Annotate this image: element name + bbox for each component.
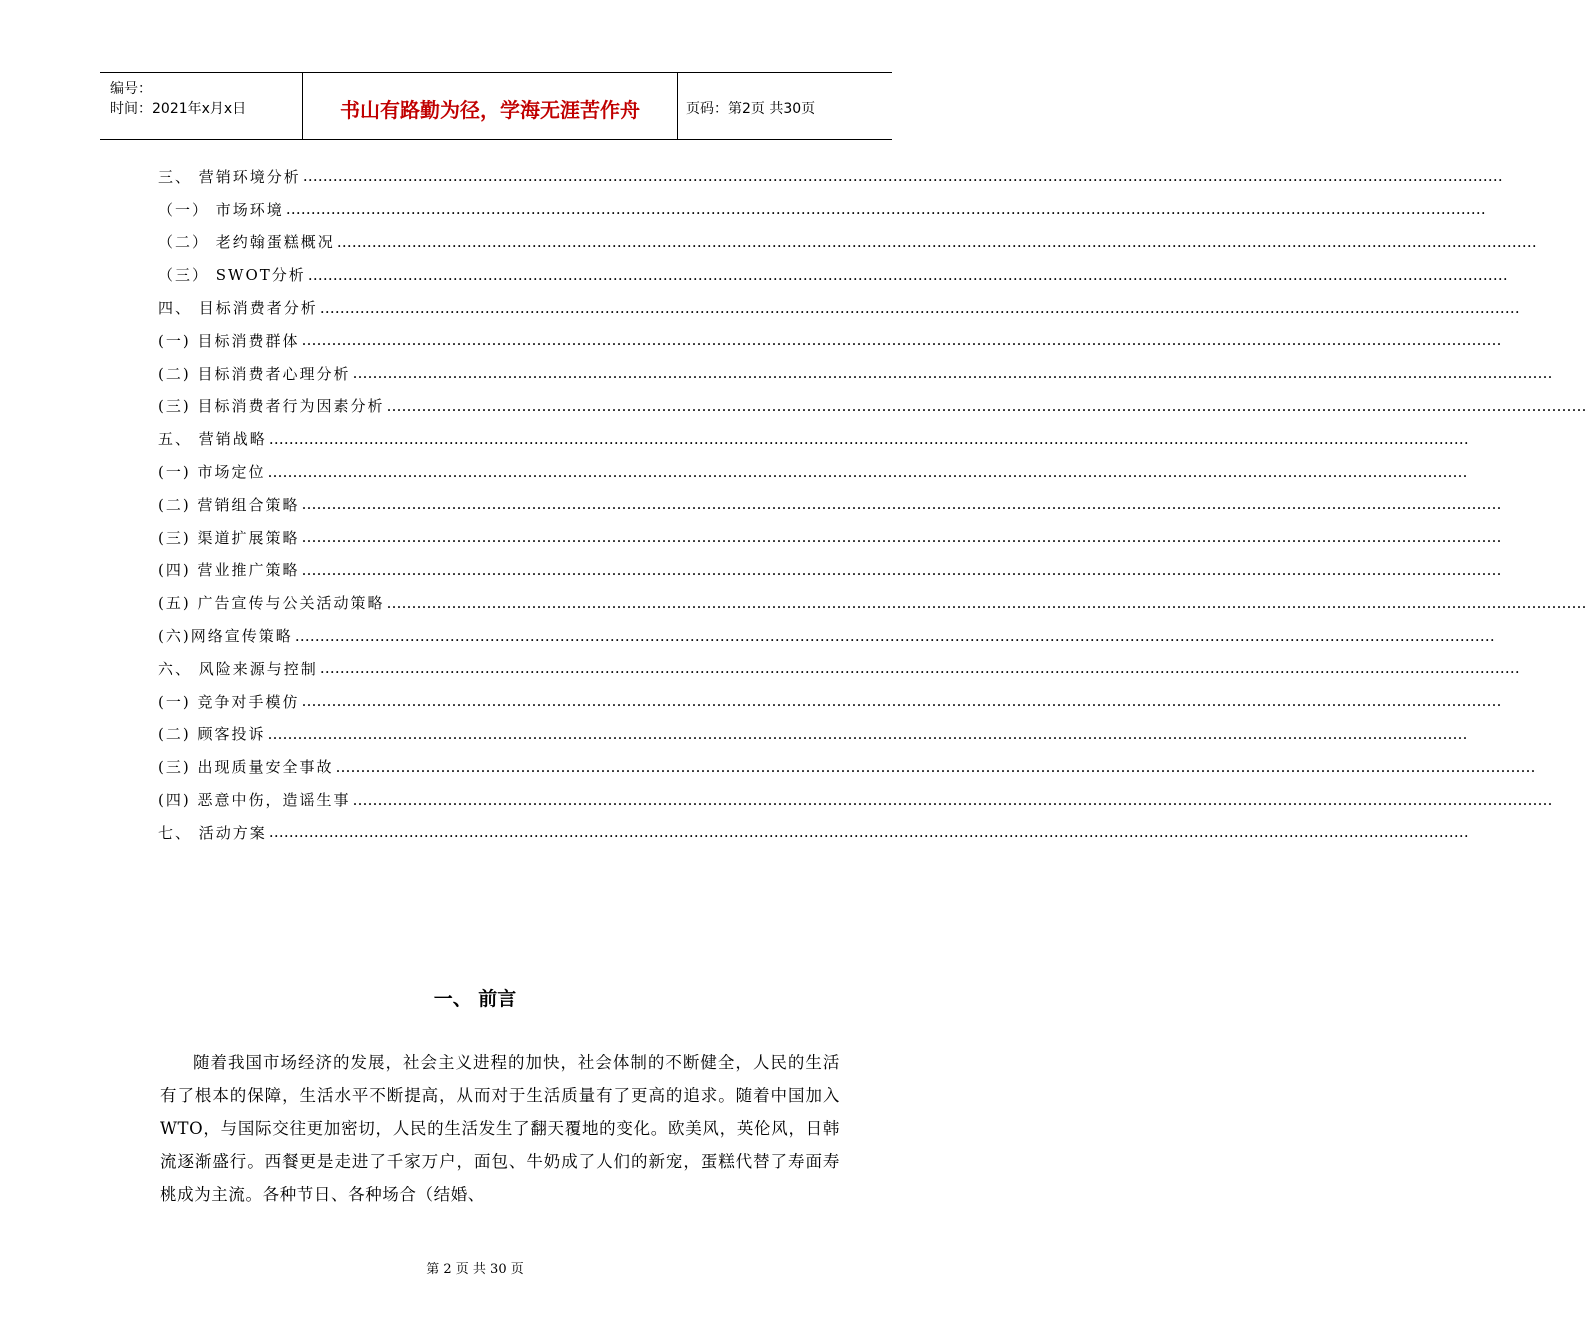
table-of-contents (158, 160, 1586, 849)
toc-entry[interactable] (158, 160, 1503, 193)
date-label: 时间：2021年x月x日 (110, 101, 247, 117)
toc-entry-label: (一) 目标消费群体 (158, 331, 300, 350)
toc-entry-label: (四) 营业推广策略 (158, 561, 300, 580)
toc-entry-label: (一) 市场定位 (158, 463, 266, 482)
number-label: 编号： (110, 81, 152, 97)
toc-entry[interactable] (158, 718, 1468, 751)
toc-entry-label: (三) 目标消费者行为因素分析 (158, 397, 385, 416)
toc-entry[interactable] (158, 488, 1502, 521)
toc-entry-label: 三、 营销环境分析 (158, 167, 301, 186)
toc-entry-label: (二) 营销组合策略 (158, 495, 300, 514)
toc-entry[interactable] (158, 193, 1486, 226)
toc-entry[interactable] (158, 685, 1502, 718)
toc-entry-label: 四、 目标消费者分析 (158, 299, 318, 318)
toc-leader-dots: …………………………………………………………………………………………………………………………………………………………………………………………………………………… (386, 593, 1586, 612)
toc-entry[interactable] (158, 619, 1495, 652)
toc-entry[interactable] (158, 291, 1520, 324)
toc-entry-label: (一) 竞争对手模仿 (158, 692, 300, 711)
toc-leader-dots: …………………………………………………………………………………………………………………………………………………………………………………………………………………… (301, 528, 1502, 547)
toc-entry-label: (三) 渠道扩展策略 (158, 528, 300, 547)
toc-entry-label: （三） SWOT分析 (158, 266, 306, 285)
toc-leader-dots: …………………………………………………………………………………………………………………………………………………………………………………………………………………… (319, 298, 1520, 317)
toc-leader-dots: …………………………………………………………………………………………………………………………………………………………………………………………………………………… (307, 265, 1508, 284)
toc-entry[interactable] (158, 586, 1586, 619)
toc-leader-dots: …………………………………………………………………………………………………………………………………………………………………………………………………………………… (267, 724, 1468, 743)
page-footer: 第 2 页 共 30 页 (426, 1262, 524, 1277)
header-page-info: 页码：第2页 共30页 (686, 101, 816, 117)
toc-entry[interactable] (158, 390, 1586, 423)
toc-entry-label: (六)网络宣传策略 (158, 627, 293, 646)
toc-leader-dots: …………………………………………………………………………………………………………………………………………………………………………………………………………………… (302, 167, 1503, 186)
body-paragraph: 随着我国市场经济的发展，社会主义进程的加快，社会体制的不断健全，人民的生活有了根本的保障，生活水平不断提高，从而对于生活质量有了更高的追求。随着中国加入WTO，与国际交往更加密切，人民的生活发生了翻天覆地的变化。欧美风，英伦风，日韩流逐渐盛行。西餐更是走进了千家万户，面包、牛奶成了人们的新宠，蛋糕代替了寿面寿桃成为主流。各种节日、各种场合（结婚、 (160, 1053, 840, 1204)
toc-entry[interactable] (158, 521, 1502, 554)
toc-entry-label: (四) 恶意中伤，造谣生事 (158, 791, 351, 810)
toc-entry-label: 七、 活动方案 (158, 823, 267, 842)
toc-leader-dots: …………………………………………………………………………………………………………………………………………………………………………………………………………………… (301, 692, 1502, 711)
toc-leader-dots: …………………………………………………………………………………………………………………………………………………………………………………………………………………… (301, 495, 1502, 514)
toc-leader-dots: …………………………………………………………………………………………………………………………………………………………………………………………………………………… (294, 626, 1495, 645)
section-title: 一、 前言 (433, 988, 517, 1010)
toc-leader-dots: …………………………………………………………………………………………………………………………………………………………………………………………………………………… (352, 790, 1553, 809)
toc-leader-dots: …………………………………………………………………………………………………………………………………………………………………………………………………………………… (301, 331, 1502, 350)
toc-entry-label: 六、 风险来源与控制 (158, 659, 318, 678)
header-motto: 书山有路勤为径，学海无涯苦作舟 (303, 73, 678, 139)
toc-leader-dots: …………………………………………………………………………………………………………………………………………………………………………………………………………………… (285, 200, 1486, 219)
toc-entry[interactable] (158, 357, 1553, 390)
toc-entry[interactable] (158, 750, 1536, 783)
toc-leader-dots: …………………………………………………………………………………………………………………………………………………………………………………………………………………… (335, 757, 1536, 776)
toc-entry-label: （二） 老约翰蛋糕概况 (158, 233, 335, 252)
toc-entry[interactable] (158, 554, 1502, 587)
toc-entry-label: 五、 营销战略 (158, 430, 267, 449)
toc-leader-dots: …………………………………………………………………………………………………………………………………………………………………………………………………………………… (301, 560, 1502, 579)
toc-entry-label: (五) 广告宣传与公关活动策略 (158, 594, 385, 613)
toc-entry[interactable] (158, 652, 1520, 685)
toc-leader-dots: …………………………………………………………………………………………………………………………………………………………………………………………………………………… (386, 396, 1586, 415)
toc-entry[interactable] (158, 783, 1553, 816)
toc-entry[interactable] (158, 422, 1469, 455)
toc-entry-label: (二) 目标消费者心理分析 (158, 364, 351, 383)
toc-entry[interactable] (158, 816, 1469, 849)
toc-entry[interactable] (158, 324, 1502, 357)
toc-entry-label: (三) 出现质量安全事故 (158, 758, 334, 777)
page-header (100, 72, 892, 140)
toc-leader-dots: …………………………………………………………………………………………………………………………………………………………………………………………………………………… (336, 232, 1537, 251)
header-meta (100, 73, 303, 139)
toc-leader-dots: …………………………………………………………………………………………………………………………………………………………………………………………………………………… (352, 364, 1553, 383)
toc-entry-label: (二) 顾客投诉 (158, 725, 266, 744)
toc-leader-dots: …………………………………………………………………………………………………………………………………………………………………………………………………………………… (267, 462, 1468, 481)
toc-leader-dots: …………………………………………………………………………………………………………………………………………………………………………………………………………………… (268, 429, 1469, 448)
toc-entry-label: （一） 市场环境 (158, 200, 284, 219)
toc-entry[interactable] (158, 226, 1537, 259)
toc-leader-dots: …………………………………………………………………………………………………………………………………………………………………………………………………………………… (268, 823, 1469, 842)
toc-leader-dots: …………………………………………………………………………………………………………………………………………………………………………………………………………………… (319, 659, 1520, 678)
toc-entry[interactable] (158, 455, 1468, 488)
toc-entry[interactable] (158, 258, 1508, 291)
